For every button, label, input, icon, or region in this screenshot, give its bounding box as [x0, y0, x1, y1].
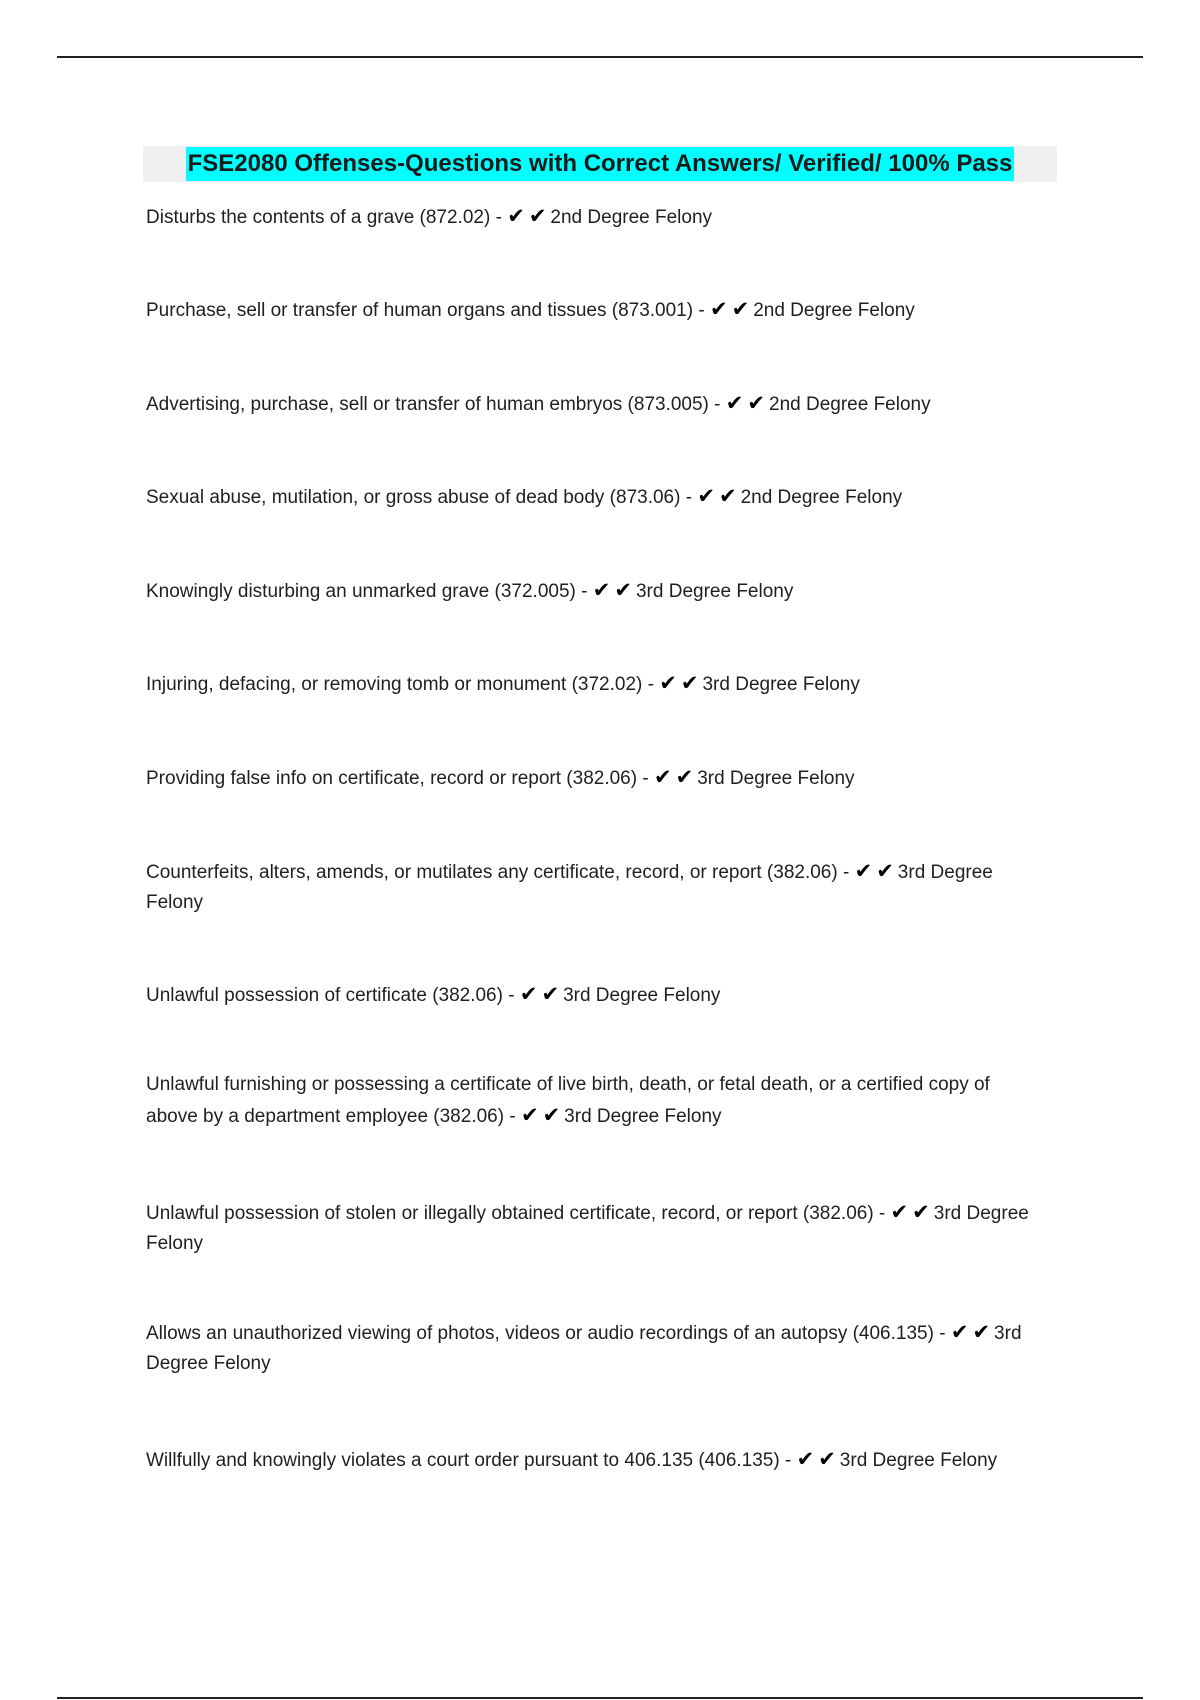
check-mark-icon: ✔: [520, 1103, 539, 1127]
check-mark-icon: ✔: [950, 1320, 969, 1344]
qa-entry: [146, 762, 1046, 794]
check-mark-icon: ✔: [541, 982, 560, 1006]
question-text: Allows an unauthorized viewing of photos, videos or audio recordings of an autopsy (406.135) -: [146, 1323, 946, 1344]
check-mark-icon: ✔: [876, 859, 894, 883]
qa-entry: [146, 1070, 1046, 1132]
answer-text: 2nd Degree Felony: [740, 487, 903, 508]
check-mark-icon: ✔: [697, 484, 715, 508]
answer-text: 2nd Degree Felony: [550, 207, 713, 228]
answer-text: 3rd Degree Felony: [839, 1450, 998, 1471]
question-text: Knowingly disturbing an unmarked grave (372.005) -: [146, 581, 588, 602]
answer-text: 3rd Degree Felony: [697, 768, 855, 789]
qa-entry: [146, 294, 1046, 326]
check-mark-icon: ✔: [818, 1447, 836, 1471]
qa-entry: [146, 979, 1046, 1011]
check-mark-icon: ✔: [731, 297, 750, 321]
question-text: Unlawful possession of certificate (382.06) -: [146, 985, 515, 1006]
check-mark-icon: ✔: [507, 204, 525, 228]
answer-text: 2nd Degree Felony: [769, 394, 931, 415]
question-text: Advertising, purchase, sell or transfer of human embryos (873.005) -: [146, 394, 721, 415]
title-bar: [143, 146, 1057, 182]
answer-text: 3rd Degree Felony: [635, 581, 794, 602]
top-divider: [57, 56, 1143, 58]
bottom-divider: [57, 1697, 1143, 1699]
check-mark-icon: ✔: [854, 859, 873, 883]
qa-entry: [146, 575, 1046, 607]
qa-entry: [146, 201, 1046, 233]
question-text: Sexual abuse, mutilation, or gross abuse of dead body (873.06) -: [146, 487, 693, 508]
check-mark-icon: ✔: [709, 297, 728, 321]
check-mark-icon: ✔: [747, 391, 765, 415]
question-text: Unlawful furnishing or possessing a certificate of live birth, death, or fetal death, or a certified copy of above by a department employee (382.06) -: [146, 1074, 990, 1127]
answer-text: 3rd Degree Felony: [564, 1106, 722, 1127]
answer-text: 2nd Degree Felony: [753, 300, 915, 321]
question-text: Injuring, defacing, or removing tomb or monument (372.02) -: [146, 674, 654, 695]
check-mark-icon: ✔: [614, 578, 632, 602]
question-text: Purchase, sell or transfer of human organs and tissues (873.001) -: [146, 300, 705, 321]
check-mark-icon: ✔: [675, 765, 694, 789]
answer-text: 3rd Degree Felony: [146, 1203, 1029, 1254]
check-mark-icon: ✔: [680, 671, 699, 695]
check-mark-icon: ✔: [653, 765, 672, 789]
qa-entry: [146, 668, 1046, 700]
question-text: Counterfeits, alters, amends, or mutilates any certificate, record, or report (382.06) -: [146, 862, 850, 883]
qa-entry: [146, 1197, 1046, 1259]
qa-entry: [146, 856, 1046, 918]
answer-text: 3rd Degree Felony: [146, 1323, 1022, 1374]
document-title: FSE2080 Offenses-Questions with Correct Answers/ Verified/ 100% Pass: [186, 147, 1015, 181]
check-mark-icon: ✔: [890, 1200, 909, 1224]
question-text: Willfully and knowingly violates a court order pursuant to 406.135 (406.135) -: [146, 1450, 792, 1471]
check-mark-icon: ✔: [718, 484, 737, 508]
qa-entry: [146, 388, 1046, 420]
check-mark-icon: ✔: [796, 1447, 815, 1471]
check-mark-icon: ✔: [912, 1200, 930, 1224]
qa-entry: [146, 1444, 1046, 1476]
check-mark-icon: ✔: [659, 671, 677, 695]
check-mark-icon: ✔: [528, 204, 547, 228]
check-mark-icon: ✔: [519, 982, 538, 1006]
check-mark-icon: ✔: [725, 391, 744, 415]
question-text: Providing false info on certificate, record or report (382.06) -: [146, 768, 649, 789]
question-text: Unlawful possession of stolen or illegally obtained certificate, record, or report (382.06) -: [146, 1203, 886, 1224]
answer-text: 3rd Degree Felony: [146, 862, 993, 913]
check-mark-icon: ✔: [972, 1320, 991, 1344]
question-text: Disturbs the contents of a grave (872.02) -: [146, 207, 502, 228]
check-mark-icon: ✔: [592, 578, 611, 602]
check-mark-icon: ✔: [542, 1103, 561, 1127]
answer-text: 3rd Degree Felony: [563, 985, 721, 1006]
answer-text: 3rd Degree Felony: [702, 674, 860, 695]
qa-entry: [146, 1317, 1046, 1379]
qa-entry: [146, 481, 1046, 513]
